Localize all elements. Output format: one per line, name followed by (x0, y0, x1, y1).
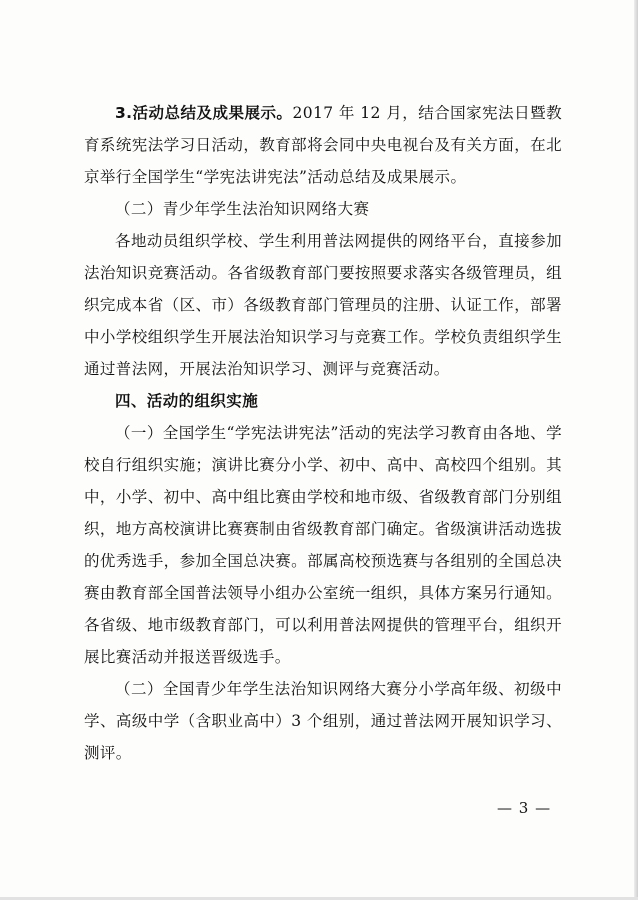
paragraph-network-contest: 各地动员组织学校、学生利用普法网提供的网络平台，直接参加法治知识竞赛活动。各省级教育部门要按照要求落实各级管理员，组织完成本省（区、市）各级教育部门管理员的注册、认证工作，部署中小学校组织学生开展法治知识学习与竞赛工作。学校负责组织学生通过普法网，开展法治知识学习、测评与竞赛活动。 (84, 232, 562, 378)
section-heading-organization: 四、活动的组织实施 (115, 392, 259, 410)
subheading-network-contest: （二）青少年学生法治知识网络大赛 (115, 200, 370, 218)
paragraph-organization-one: （一）全国学生“学宪法讲宪法”活动的宪法学习教育由各地、学校自行组织实施；演讲比赛分小学、初中、高中、高校四个组别。其中，小学、初中、高中组比赛由学校和地市级、省级教育部门分别组织，地方高校演讲比赛赛制由省级教育部门确定。省级演讲活动选拔的优秀选手，参加全国总决赛。部属高校预选赛与各组别的全国总决赛由教育部全国普法领导小组办公室统一组织，具体方案另行通知。各省级、地市级教育部门，可以利用普法网提供的管理平台，组织开展比赛活动并报送晋级选手。 (84, 424, 562, 666)
paragraph-organization-two: （二）全国青少年学生法治知识网络大赛分小学高年级、初级中学、高级中学（含职业高中）3 个组别，通过普法网开展知识学习、测评。 (84, 680, 562, 762)
scan-edge (634, 0, 638, 900)
page-number: — 3 — (497, 799, 552, 817)
document-body (84, 97, 562, 769)
paragraph-text: 2017 年 12 月，结合国家宪法日暨教育系统宪法学习日活动，教育部将会同中央电视台及有关方面，在北京举行全国学生“学宪法讲宪法”活动总结及成果展示。 (84, 104, 562, 186)
paragraph-activity-summary (84, 97, 562, 193)
paragraph-lead: 3.活动总结及成果展示。 (115, 104, 293, 122)
